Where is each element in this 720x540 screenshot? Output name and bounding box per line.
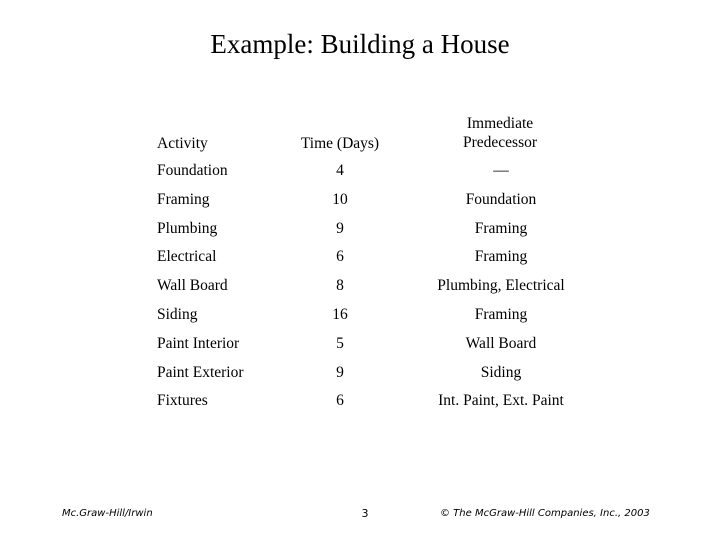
time-cell: 9 xyxy=(336,363,344,381)
table-row xyxy=(0,218,720,247)
activity-table xyxy=(0,160,720,419)
time-cell: 5 xyxy=(336,334,344,352)
predecessor-cell: Plumbing, Electrical xyxy=(437,277,565,295)
activity-cell: Fixtures xyxy=(157,392,208,410)
activity-cell: Foundation xyxy=(157,162,228,179)
slide-title: Example: Building a House xyxy=(210,29,510,59)
time-cell: 10 xyxy=(332,190,348,208)
time-cell: 9 xyxy=(336,219,344,237)
table-row xyxy=(0,333,720,362)
time-cell: 6 xyxy=(336,392,344,410)
footer-publisher: Mc.Graw-Hill/Irwin xyxy=(62,508,153,519)
activity-cell: Paint Interior xyxy=(157,334,240,352)
predecessor-cell: Siding xyxy=(480,363,522,381)
activity-cell: Framing xyxy=(157,190,210,208)
predecessor-cell: Wall Board xyxy=(465,334,537,352)
header-predecessor-line2: Predecessor xyxy=(462,134,538,151)
activity-cell: Paint Exterior xyxy=(157,363,244,381)
predecessor-cell: Foundation xyxy=(465,190,537,208)
header-predecessor-line1: Immediate xyxy=(466,115,534,132)
predecessor-cell: Framing xyxy=(474,219,528,237)
predecessor-cell: Framing xyxy=(474,305,528,323)
header-time: Time (Days) xyxy=(300,135,380,152)
time-cell: 6 xyxy=(336,248,344,266)
table-row xyxy=(0,160,720,189)
header-predecessor xyxy=(440,114,560,152)
time-cell: 16 xyxy=(332,305,348,323)
predecessor-cell: Framing xyxy=(474,248,528,266)
table-row xyxy=(0,362,720,391)
table-row xyxy=(0,275,720,304)
activity-cell: Siding xyxy=(157,305,198,323)
activity-cell: Wall Board xyxy=(157,277,228,295)
predecessor-cell: Int. Paint, Ext. Paint xyxy=(438,392,564,410)
time-cell: 4 xyxy=(336,162,344,179)
header-activity: Activity xyxy=(157,135,208,152)
table-row xyxy=(0,390,720,419)
time-cell: 8 xyxy=(336,277,344,295)
activity-cell: Plumbing xyxy=(157,219,218,237)
table-row xyxy=(0,246,720,275)
activity-cell: Electrical xyxy=(157,248,217,266)
table-row xyxy=(0,304,720,333)
predecessor-cell: — xyxy=(493,162,509,179)
table-row xyxy=(0,189,720,218)
page-number: 3 xyxy=(361,507,369,520)
footer-copyright: © The McGraw-Hill Companies, Inc., 2003 xyxy=(440,508,650,519)
